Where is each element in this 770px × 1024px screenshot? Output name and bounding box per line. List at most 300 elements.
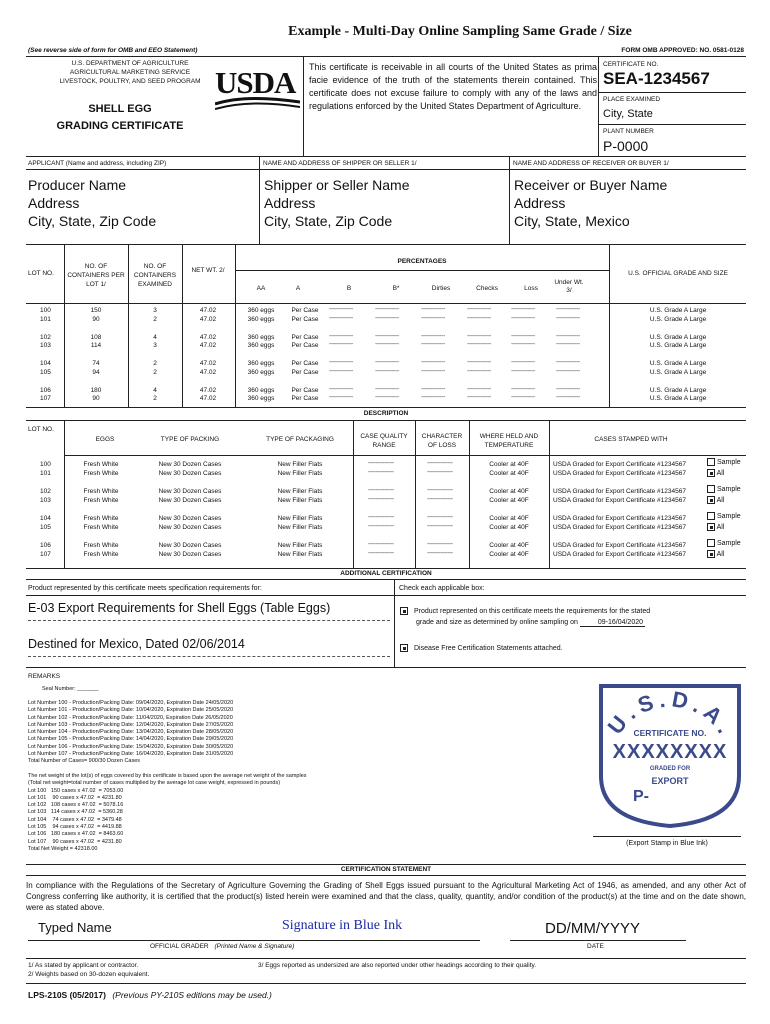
net-weight: 47.02 [199,333,217,341]
blank-dash: ------------- [467,332,491,340]
pct-aa: 360 eggs [247,307,275,314]
all-label: All [716,551,725,558]
blank-dash: -------------- [427,541,453,548]
grade-size: U.S. Grade A Large [649,386,707,394]
sample-label: Sample [716,513,741,520]
grader-label [150,943,294,950]
stamp-export: EXPORT [651,776,689,786]
cases-stamped: USDA Graded for Export Certificate #1234567 [553,488,686,495]
disease-free-checkbox[interactable] [400,644,408,652]
stamp-caption: (Export Stamp in Blue Ink) [626,840,708,847]
grader-sub-text: (Printed Name & Signature) [214,943,295,950]
date-label: DATE [587,943,604,950]
blank-dash: ------------- [329,314,353,322]
packaging-type: New Filler Flats [277,523,323,531]
blank-dash: ------------- [556,367,580,375]
all-option [707,522,741,533]
agency-line: AGRICULTURAL MARKETING SERVICE [69,69,191,76]
all-label: All [716,470,725,477]
remark-line: Lot 102 108 cases x 47.02 = 5078.16 [28,802,124,809]
cases-stamped: USDA Graded for Export Certificate #1234567 [553,469,686,477]
applicant-line: Address [28,195,80,211]
remark-line: Lot 103 114 cases x 47.02 = 5360.28 [28,809,123,816]
remark-line: Lot 100 150 cases x 47.02 = 7053.00 [28,787,124,794]
lot-number: 102 [40,333,51,341]
containers-examined: 2 [153,395,157,402]
all-checkbox[interactable] [707,469,715,477]
description-title: DESCRIPTION [363,410,409,417]
blank-dash: ------------- [421,385,445,393]
blank-dash: -------------- [427,487,453,494]
lot-number: 100 [40,461,51,468]
stamp-cert-placeholder: XXXXXXXX [612,741,728,763]
containers-examined: 4 [153,386,157,394]
disease-free-check [400,644,563,652]
blank-dash: ------------- [467,385,491,393]
packing-type: New 30 Dozen Cases [158,469,222,477]
containers-examined: 3 [153,307,157,314]
blank-dash: ------------- [421,394,445,401]
cases-stamped: USDA Graded for Export Certificate #1234567 [553,461,686,468]
blank-dash: ------------- [375,367,399,375]
online-sampling-text: Product represented on this certificate meets the requirements for the stated [413,608,651,615]
all-checkbox[interactable] [707,496,715,504]
stamp-graded-for: GRADED FOR [649,766,691,772]
blank-dash: ------------- [329,394,353,401]
additional-cert-title: ADDITIONAL CERTIFICATION [340,570,432,577]
grade-size: U.S. Grade A Large [649,333,707,341]
remark-line: (Total net weight=total number of cases multiplied by the average lot case weight, expressed in pounds) [28,780,281,787]
lot-number: 104 [40,360,51,367]
containers-per-lot: 108 [90,333,102,341]
plant-value: P-0000 [603,138,649,154]
containers-examined: 2 [153,360,157,367]
remarks-lot-dates [28,700,233,766]
col-header-pct-3: B* [392,285,400,292]
pct-a: Per Case [291,315,319,323]
cert-no-value: SEA-1234567 [603,69,710,88]
blank-dash: ------------- [556,332,580,340]
spec-requirement-1: E-03 Export Requirements for Shell Eggs (Table Eggs) [28,601,331,615]
blank-dash: ------------- [556,341,580,348]
footnote-3: 3/ Eggs reported as undersized are also reported under other headings according to their quality. [258,962,537,969]
remark-line: Lot Number 101 - Production/Packing Date: 10/04/2020, Expiration Date 25/05/2020 [28,707,234,714]
check-boxes-label: Check each applicable box: [399,585,485,592]
packing-type: New 30 Dozen Cases [158,496,222,504]
eggs-type: Fresh White [83,496,119,504]
pct-a: Per Case [291,386,319,394]
packaging-type: New Filler Flats [277,542,323,549]
rule [64,455,746,456]
blank-dash: -------------- [368,522,394,530]
signature[interactable]: Signature in Blue Ink [282,918,403,933]
containers-per-lot: 94 [92,368,100,376]
blank-dash: ------------- [467,306,491,313]
col-header-net-wt: NET WT. 2/ [191,267,225,274]
containers-per-lot: 90 [92,395,100,402]
lot-number: 107 [40,550,51,558]
receiver-label: NAME AND ADDRESS OF RECEIVER OR BUYER 1/ [513,160,669,167]
blank-dash: -------------- [427,549,453,557]
blank-dash: ------------- [329,385,353,393]
eggs-type: Fresh White [83,542,119,549]
spec-requirement-2: Destined for Mexico, Dated 02/06/2014 [28,637,245,651]
grade-size: U.S. Grade A Large [649,342,707,349]
col-header-lot: LOT NO. [28,426,54,433]
blank-dash: -------------- [368,495,394,503]
blank-dash: ------------- [421,332,445,340]
sample-label: Sample [716,540,741,547]
sample-all-options [707,457,741,479]
blank-dash: -------------- [368,487,394,494]
form-identifier [28,990,272,1000]
cert-title-line: SHELL EGG [88,103,152,115]
packing-type: New 30 Dozen Cases [158,542,222,549]
packing-type: New 30 Dozen Cases [158,523,222,531]
remark-line: Lot Number 102 - Production/Packing Date: 11/04/2020, Expiration Date 26/05/2020 [28,714,233,721]
col-header-where: WHERE HELD AND TEMPERATURE [479,433,539,449]
blank-dash: ------------- [467,341,491,348]
document-title: Example - Multi-Day Online Sampling Same Grade / Size [288,24,632,39]
col-header-grade: U.S. OFFICIAL GRADE AND SIZE [628,270,728,277]
remarks-net-weight [28,773,307,853]
shipper-line: Address [264,195,316,211]
shipper-label: NAME AND ADDRESS OF SHIPPER OR SELLER 1/ [263,160,417,167]
blank-dash: ------------- [375,385,399,393]
typed-name: Typed Name [38,920,112,935]
grader-label-text: OFFICIAL GRADER [150,943,209,950]
packing-type: New 30 Dozen Cases [158,488,222,495]
lot-number: 105 [40,368,51,376]
blank-dash: ------------- [556,306,580,313]
remark-line: Total Number of Cases= 900/30 Dozen Cases [28,758,141,765]
lot-number: 101 [40,315,51,323]
col-header-pct-7: Under Wt. 3/ [554,279,584,294]
pct-a: Per Case [291,333,319,341]
blank-dash: ------------- [511,306,535,313]
blank-dash: -------------- [368,514,394,521]
cert-no-label: CERTIFICATE NO. [603,61,659,68]
where-held: Cooler at 40F [489,542,529,549]
lot-number: 103 [40,342,51,349]
form-prev: (Previous PY-210S editions may be used.) [112,990,272,1000]
sample-checkbox[interactable] [707,485,715,493]
packaging-type: New Filler Flats [277,469,323,477]
online-sampling-check [400,606,650,628]
sample-all-options [707,511,741,533]
stamp-arc-text: U.S.D.A. [602,686,740,742]
blank-dash: ------------- [556,394,580,401]
grade-size: U.S. Grade A Large [649,368,707,376]
net-weight: 47.02 [199,360,217,367]
col-header-quality: CASE QUALITY RANGE [360,433,408,449]
col-header-stamped: CASES STAMPED WITH [594,436,668,443]
lot-number: 102 [40,488,51,495]
date-value[interactable]: DD/MM/YYYY [545,920,641,937]
blank-dash: ------------- [511,314,535,322]
remark-line: Lot 105 94 cases x 47.02 = 4419.88 [28,824,122,831]
lot-number: 100 [40,307,51,314]
rule [469,420,470,568]
seal-number: Seal Number: _______ [42,686,99,692]
agency-line: LIVESTOCK, POULTRY, AND SEED PROGRAM [59,78,201,85]
blank-dash: ------------- [556,359,580,366]
blank-dash: ------------- [375,394,399,401]
col-header-pct-1: A [295,285,301,292]
stamp-plant-prefix: P- [633,788,649,805]
all-option [707,468,741,479]
where-held: Cooler at 40F [489,469,529,477]
packing-type: New 30 Dozen Cases [158,515,222,522]
receiver-line: Address [514,195,566,211]
where-held: Cooler at 40F [489,523,529,531]
remark-line: Lot Number 104 - Production/Packing Date: 13/04/2020, Expiration Date 28/05/2020 [28,729,234,736]
place-label: PLACE EXAMINED [603,96,661,103]
remark-line: Lot 104 74 cases x 47.02 = 3479.48 [28,816,122,823]
receiver-line: Receiver or Buyer Name [514,177,668,193]
blank-dash: -------------- [427,460,453,467]
online-sampling-text-2: grade and size as determined by online sampling on [416,619,578,626]
all-checkbox[interactable] [707,550,715,558]
rule [26,420,746,421]
lot-number: 106 [40,542,51,549]
containers-per-lot: 180 [90,386,102,394]
blank-dash: ------------- [511,394,535,401]
net-weight: 47.02 [199,342,217,349]
disease-free-text: Disease Free Certification Statements attached. [413,644,563,652]
pct-a: Per Case [291,307,319,314]
shipper-line: City, State, Zip Code [264,213,393,229]
rule [353,420,354,568]
blank-dash: ------------- [467,394,491,401]
export-stamp [595,680,745,830]
col-header-character: CHARACTER OF LOSS [421,433,463,449]
net-weight: 47.02 [199,368,217,376]
where-held: Cooler at 40F [489,461,529,468]
blank-dash: ------------- [329,332,353,340]
certification-text: In compliance with the Regulations of the Secretary of Agriculture Governing the Grading of Shell Eggs issued pursuant to the Agricultural Marketing Act of 1946, as amended, and any other Act of Congress conferring like authority, it is certified that the product(s) listed herein were examined and that the class, quality, quantity, and/or condition of the product(s) at the time and on the date shown, were as stated above. [26,881,746,912]
sample-label: Sample [716,486,741,493]
col-header-containers: NO. OF CONTAINERS PER LOT 1/ [67,263,125,288]
eggs-type: Fresh White [83,488,119,495]
col-header-pct-2: B [346,285,352,292]
blank-dash: ------------- [375,314,399,322]
shipper-line: Shipper or Seller Name [264,177,410,193]
rule [549,420,550,568]
all-label: All [716,497,725,504]
eggs-type: Fresh White [83,523,119,531]
col-header-packaging: TYPE OF PACKAGING [266,436,334,443]
cases-stamped: USDA Graded for Export Certificate #1234567 [553,523,686,531]
cases-stamped: USDA Graded for Export Certificate #1234567 [553,496,686,504]
net-weight: 47.02 [199,307,217,314]
blank-dash: ------------- [421,314,445,322]
sample-option [707,457,741,468]
net-weight: 47.02 [199,315,217,323]
blank-dash: ------------- [329,341,353,348]
grade-size: U.S. Grade A Large [649,360,707,367]
plant-label: PLANT NUMBER [603,128,654,135]
cases-stamped: USDA Graded for Export Certificate #1234567 [553,550,686,558]
col-header-examined: NO. OF CONTAINERS EXAMINED [133,263,177,288]
eggs-type: Fresh White [83,461,119,468]
blank-dash: -------------- [427,468,453,476]
sample-checkbox[interactable] [707,512,715,520]
where-held: Cooler at 40F [489,515,529,522]
spec-requirements-label: Product represented by this certificate meets specification requirements for: [28,585,262,592]
lot-number: 105 [40,523,51,531]
col-header-lot: LOT NO. [28,270,54,277]
applicant-label: APPLICANT (Name and address, including ZIP) [28,160,167,167]
rule [26,407,746,408]
blank-dash: ------------- [329,367,353,375]
blank-dash: ------------- [375,306,399,313]
rule [64,420,65,568]
blank-dash: ------------- [375,359,399,366]
col-header-percentages: PERCENTAGES [397,258,447,265]
remark-line: Lot Number 107 - Production/Packing Date: 16/04/2020, Expiration Date 31/05/2020 [28,751,234,758]
blank-dash: ------------- [511,385,535,393]
blank-dash: ------------- [421,341,445,348]
remark-line: Lot Number 100 - Production/Packing Date: 09/04/2020, Expiration Date 24/05/2020 [28,700,234,706]
applicant-line: Producer Name [28,177,127,193]
sample-checkbox[interactable] [707,458,715,466]
remark-line: Total Net Weight = 42318.00 [28,845,98,852]
lot-number: 104 [40,515,51,522]
blank-dash: ------------- [421,367,445,375]
blank-dash: -------------- [368,460,394,467]
col-header-eggs: EGGS [95,436,115,443]
remark-line: Lot 106 180 cases x 47.02 = 8463.60 [28,831,124,838]
grade-size: U.S. Grade A Large [649,315,707,323]
sample-option [707,484,741,495]
col-header-pct-5: Checks [476,285,498,292]
pct-aa: 360 eggs [247,315,275,323]
containers-per-lot: 90 [92,315,100,323]
containers-examined: 2 [153,368,157,376]
grade-size: U.S. Grade A Large [649,395,707,402]
remark-line: Lot Number 106 - Production/Packing Date: 15/04/2020, Expiration Date 30/05/2020 [28,743,234,750]
blank-dash: ------------- [329,306,353,313]
blank-dash: ------------- [467,314,491,322]
all-option [707,549,741,560]
legal-statement: This certificate is receivable in all courts of the United States as prima facie evidence of the truth of the statements therein contained. This certificate does not excuse failure to comply with any of the laws and regulations enforced by the United States Department of Agriculture. [309,62,597,111]
containers-per-lot: 114 [90,342,102,349]
sample-checkbox[interactable] [707,539,715,547]
remarks-label: REMARKS [28,673,61,680]
footnote-1: 1/ As stated by applicant or contractor. [28,962,139,969]
col-header-packing: TYPE OF PACKING [160,436,220,443]
blank-dash: -------------- [427,522,453,530]
all-option [707,495,741,506]
sample-all-options [707,484,741,506]
applicant-line: City, State, Zip Code [28,213,157,229]
containers-per-lot: 150 [90,307,102,314]
pct-aa: 360 eggs [247,360,275,367]
blank-dash: ------------- [421,306,445,313]
see-reverse-note: (See reverse side of form for OMB and EEO Statement) [28,47,198,54]
blank-dash: ------------- [556,314,580,322]
blank-dash: -------------- [368,468,394,476]
grade-size: U.S. Grade A Large [649,307,707,314]
lot-number: 101 [40,469,51,477]
blank-dash: ------------- [467,359,491,366]
containers-examined: 4 [153,333,157,341]
where-held: Cooler at 40F [489,496,529,504]
blank-dash: ------------- [375,332,399,340]
lot-number: 103 [40,496,51,504]
col-header-pct-4: Dirties [431,285,451,292]
remark-line: The net weight of the lot(s) of eggs covered by this certificate is based upon the average net weight of the samples [28,773,307,779]
certification-title: CERTIFICATION STATEMENT [340,866,432,873]
footnote-2: 2/ Weights based on 30-dozen equivalent. [28,971,150,978]
packing-type: New 30 Dozen Cases [158,550,222,558]
sample-all-options [707,538,741,560]
col-header-pct-0: AA [256,285,266,292]
omb-number: FORM OMB APPROVED: NO. 0581-0128 [621,47,744,54]
col-header-pct-6: Loss [524,285,538,292]
pct-aa: 360 eggs [247,386,275,394]
rule [415,420,416,568]
pct-aa: 360 eggs [247,333,275,341]
remark-line: Lot Number 105 - Production/Packing Date: 14/04/2020, Expiration Date 29/05/2020 [28,736,234,743]
containers-examined: 2 [153,315,157,323]
blank-dash: ------------- [511,359,535,366]
blank-dash: ------------- [375,341,399,348]
online-sampling-checkbox[interactable] [400,607,408,615]
blank-dash: ------------- [511,332,535,340]
blank-dash: -------------- [427,514,453,521]
eggs-type: Fresh White [83,550,119,558]
sample-label: Sample [716,459,741,466]
net-weight: 47.02 [199,395,217,402]
lot-number: 106 [40,386,51,394]
agency-line: U.S. DEPARTMENT OF AGRICULTURE [71,60,189,67]
packaging-type: New Filler Flats [277,496,323,504]
blank-dash: ------------- [511,367,535,375]
sample-option [707,538,741,549]
lot-number: 107 [40,395,51,402]
pct-a: Per Case [291,360,319,367]
online-sampling-date: 09-16/04/2020 [580,619,645,627]
pct-aa: 360 eggs [247,395,275,402]
blank-dash: ------------- [329,359,353,366]
pct-aa: 360 eggs [247,368,275,376]
cases-stamped: USDA Graded for Export Certificate #1234567 [553,542,686,549]
all-checkbox[interactable] [707,523,715,531]
blank-dash: ------------- [467,367,491,375]
blank-dash: ------------- [421,359,445,366]
pct-aa: 360 eggs [247,342,275,349]
where-held: Cooler at 40F [489,488,529,495]
net-weight: 47.02 [199,386,217,394]
pct-a: Per Case [291,368,319,376]
packaging-type: New Filler Flats [277,550,323,558]
where-held: Cooler at 40F [489,550,529,558]
blank-dash: -------------- [368,541,394,548]
packaging-type: New Filler Flats [277,461,323,468]
eggs-type: Fresh White [83,515,119,522]
pct-a: Per Case [291,342,319,349]
containers-per-lot: 74 [92,360,100,367]
usda-logo-text: USDA [215,65,296,100]
remark-line: Lot 101 90 cases x 47.02 = 4231.80 [28,794,122,801]
packaging-type: New Filler Flats [277,515,323,522]
all-label: All [716,524,725,531]
blank-dash: -------------- [368,549,394,557]
stamp-cert-label: CERTIFICATE NO. [633,728,707,738]
remark-line: Lot 107 90 cases x 47.02 = 4231.80 [28,838,122,845]
